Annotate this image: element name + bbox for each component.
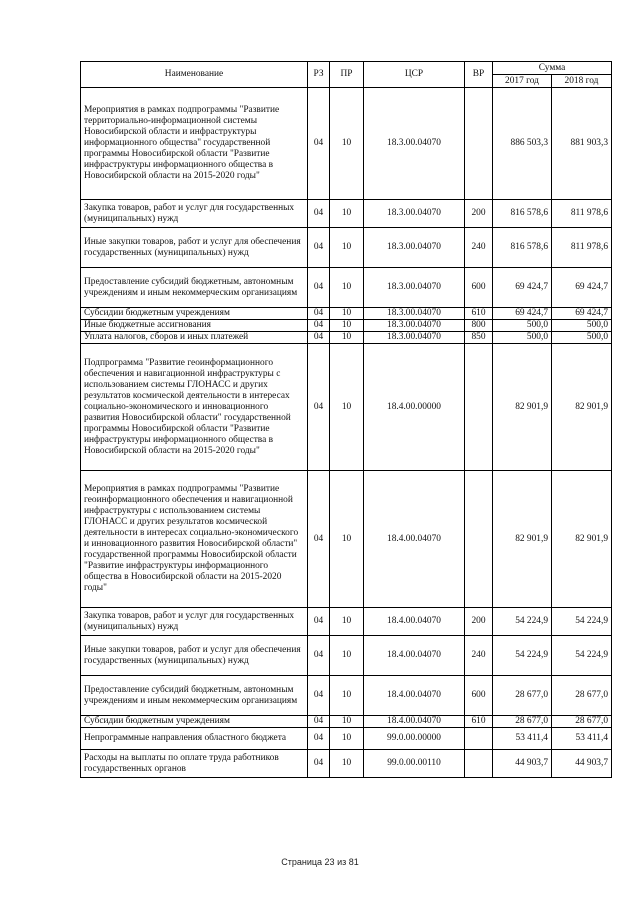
cell-csr: 18.3.00.04070 — [364, 228, 465, 268]
cell-rz: 04 — [308, 728, 330, 750]
cell-vr — [465, 88, 493, 200]
cell-sum-2017: 53 411,4 — [493, 728, 552, 750]
cell-csr: 18.4.00.04070 — [364, 636, 465, 676]
cell-vr: 240 — [465, 636, 493, 676]
cell-pr: 10 — [330, 228, 364, 268]
cell-sum-2018: 82 901,9 — [552, 344, 612, 471]
cell-csr: 18.3.00.04070 — [364, 332, 465, 344]
cell-pr: 10 — [330, 716, 364, 728]
cell-pr: 10 — [330, 320, 364, 332]
header-sum: Сумма — [493, 62, 612, 75]
cell-name: Непрограммные направления областного бюджета — [81, 728, 308, 750]
cell-rz: 04 — [308, 200, 330, 228]
cell-sum-2018: 53 411,4 — [552, 728, 612, 750]
cell-csr: 99.0.00.00110 — [364, 750, 465, 778]
table-row — [81, 471, 612, 608]
cell-pr: 10 — [330, 728, 364, 750]
cell-name: Мероприятия в рамках подпрограммы "Развитие территориально-информационной системы Новосибирской области и инфраструктуры информационного общества" государственной программы Новосибирской области "Развитие инфраструктуры информационного общества в Новосибирской области на 2015-2020 годы" — [81, 88, 308, 200]
cell-csr: 99.0.00.00000 — [364, 728, 465, 750]
header-vr: ВР — [465, 62, 493, 88]
cell-sum-2017: 886 503,3 — [493, 88, 552, 200]
table-row — [81, 716, 612, 728]
cell-sum-2017: 500,0 — [493, 332, 552, 344]
cell-vr: 850 — [465, 332, 493, 344]
cell-pr: 10 — [330, 268, 364, 308]
header-rz: РЗ — [308, 62, 330, 88]
header-pr: ПР — [330, 62, 364, 88]
cell-rz: 04 — [308, 228, 330, 268]
cell-name: Субсидии бюджетным учреждениям — [81, 716, 308, 728]
cell-rz: 04 — [308, 750, 330, 778]
cell-sum-2017: 82 901,9 — [493, 471, 552, 608]
cell-sum-2018: 28 677,0 — [552, 676, 612, 716]
cell-vr — [465, 344, 493, 471]
cell-sum-2017: 54 224,9 — [493, 608, 552, 636]
cell-sum-2018: 881 903,3 — [552, 88, 612, 200]
cell-csr: 18.3.00.04070 — [364, 268, 465, 308]
cell-name: Закупка товаров, работ и услуг для государственных (муниципальных) нужд — [81, 608, 308, 636]
cell-name: Предоставление субсидий бюджетным, автономным учреждениям и иным некоммерческим организациям — [81, 676, 308, 716]
table-row — [81, 228, 612, 268]
cell-rz: 04 — [308, 332, 330, 344]
cell-csr: 18.4.00.04070 — [364, 716, 465, 728]
cell-name: Иные закупки товаров, работ и услуг для обеспечения государственных (муниципальных) нужд — [81, 228, 308, 268]
cell-csr: 18.4.00.04070 — [364, 471, 465, 608]
cell-vr: 200 — [465, 608, 493, 636]
header-2018: 2018 год — [552, 75, 612, 88]
cell-csr: 18.3.00.04070 — [364, 320, 465, 332]
cell-csr: 18.3.00.04070 — [364, 308, 465, 320]
budget-table — [80, 61, 612, 778]
cell-sum-2018: 54 224,9 — [552, 636, 612, 676]
table-row — [81, 308, 612, 320]
cell-rz: 04 — [308, 88, 330, 200]
cell-name: Уплата налогов, сборов и иных платежей — [81, 332, 308, 344]
cell-sum-2017: 69 424,7 — [493, 268, 552, 308]
cell-sum-2017: 82 901,9 — [493, 344, 552, 471]
cell-rz: 04 — [308, 636, 330, 676]
table-row — [81, 608, 612, 636]
header-name: Наименование — [81, 62, 308, 88]
cell-sum-2018: 82 901,9 — [552, 471, 612, 608]
table-row — [81, 88, 612, 200]
cell-pr: 10 — [330, 344, 364, 471]
cell-csr: 18.3.00.04070 — [364, 200, 465, 228]
header-2017: 2017 год — [493, 75, 552, 88]
cell-vr: 240 — [465, 228, 493, 268]
cell-sum-2018: 811 978,6 — [552, 200, 612, 228]
table-row — [81, 636, 612, 676]
cell-vr: 610 — [465, 308, 493, 320]
cell-pr: 10 — [330, 308, 364, 320]
table-row — [81, 320, 612, 332]
table-row — [81, 268, 612, 308]
cell-sum-2017: 54 224,9 — [493, 636, 552, 676]
cell-sum-2018: 69 424,7 — [552, 308, 612, 320]
cell-sum-2018: 44 903,7 — [552, 750, 612, 778]
cell-name: Расходы на выплаты по оплате труда работников государственных органов — [81, 750, 308, 778]
cell-pr: 10 — [330, 750, 364, 778]
cell-vr: 600 — [465, 676, 493, 716]
cell-vr — [465, 728, 493, 750]
cell-sum-2017: 28 677,0 — [493, 716, 552, 728]
cell-name: Предоставление субсидий бюджетным, автономным учреждениям и иным некоммерческим организациям — [81, 268, 308, 308]
cell-pr: 10 — [330, 676, 364, 716]
cell-name: Иные закупки товаров, работ и услуг для обеспечения государственных (муниципальных) нужд — [81, 636, 308, 676]
cell-sum-2018: 28 677,0 — [552, 716, 612, 728]
cell-csr: 18.4.00.04070 — [364, 676, 465, 716]
cell-sum-2017: 69 424,7 — [493, 308, 552, 320]
cell-sum-2018: 500,0 — [552, 332, 612, 344]
cell-sum-2017: 816 578,6 — [493, 228, 552, 268]
cell-rz: 04 — [308, 471, 330, 608]
cell-name: Мероприятия в рамках подпрограммы "Развитие геоинформационного обеспечения и навигационной инфраструктуры с использованием системы ГЛОНАСС и других результатов космической деятельности в интересах социально-экономического и инновационного развития Новосибирской области" государственной программы Новосибирской области "Развитие инфраструктуры информационного общества в Новосибирской области на 2015-2020 годы" — [81, 471, 308, 608]
cell-sum-2018: 54 224,9 — [552, 608, 612, 636]
cell-vr — [465, 750, 493, 778]
cell-name: Иные бюджетные ассигнования — [81, 320, 308, 332]
cell-csr: 18.3.00.04070 — [364, 88, 465, 200]
cell-pr: 10 — [330, 636, 364, 676]
cell-pr: 10 — [330, 200, 364, 228]
table-row — [81, 200, 612, 228]
table-row — [81, 676, 612, 716]
table-body — [81, 88, 612, 778]
cell-rz: 04 — [308, 320, 330, 332]
cell-name: Подпрограмма "Развитие геоинформационного обеспечения и навигационной инфраструктуры с использованием системы ГЛОНАСС и других результатов космической деятельности в интересах социально-экономического и инновационного развития Новосибирской области" государственной программы Новосибирской области "Развитие инфраструктуры информационного общества в Новосибирской области на 2015-2020 годы" — [81, 344, 308, 471]
cell-pr: 10 — [330, 471, 364, 608]
table-row — [81, 332, 612, 344]
cell-pr: 10 — [330, 88, 364, 200]
cell-rz: 04 — [308, 676, 330, 716]
cell-vr: 800 — [465, 320, 493, 332]
cell-vr: 610 — [465, 716, 493, 728]
cell-vr: 600 — [465, 268, 493, 308]
table-row — [81, 344, 612, 471]
cell-rz: 04 — [308, 344, 330, 471]
cell-sum-2018: 811 978,6 — [552, 228, 612, 268]
cell-name: Субсидии бюджетным учреждениям — [81, 308, 308, 320]
cell-csr: 18.4.00.04070 — [364, 608, 465, 636]
table-row — [81, 750, 612, 778]
cell-rz: 04 — [308, 308, 330, 320]
cell-pr: 10 — [330, 332, 364, 344]
header-csr: ЦСР — [364, 62, 465, 88]
table-row — [81, 728, 612, 750]
cell-rz: 04 — [308, 608, 330, 636]
cell-name: Закупка товаров, работ и услуг для государственных (муниципальных) нужд — [81, 200, 308, 228]
cell-vr — [465, 471, 493, 608]
cell-rz: 04 — [308, 268, 330, 308]
cell-pr: 10 — [330, 608, 364, 636]
cell-sum-2018: 69 424,7 — [552, 268, 612, 308]
cell-csr: 18.4.00.00000 — [364, 344, 465, 471]
cell-sum-2017: 28 677,0 — [493, 676, 552, 716]
cell-sum-2018: 500,0 — [552, 320, 612, 332]
cell-rz: 04 — [308, 716, 330, 728]
page-footer: Страница 23 из 81 — [281, 857, 359, 867]
cell-vr: 200 — [465, 200, 493, 228]
cell-sum-2017: 500,0 — [493, 320, 552, 332]
cell-sum-2017: 816 578,6 — [493, 200, 552, 228]
cell-sum-2017: 44 903,7 — [493, 750, 552, 778]
